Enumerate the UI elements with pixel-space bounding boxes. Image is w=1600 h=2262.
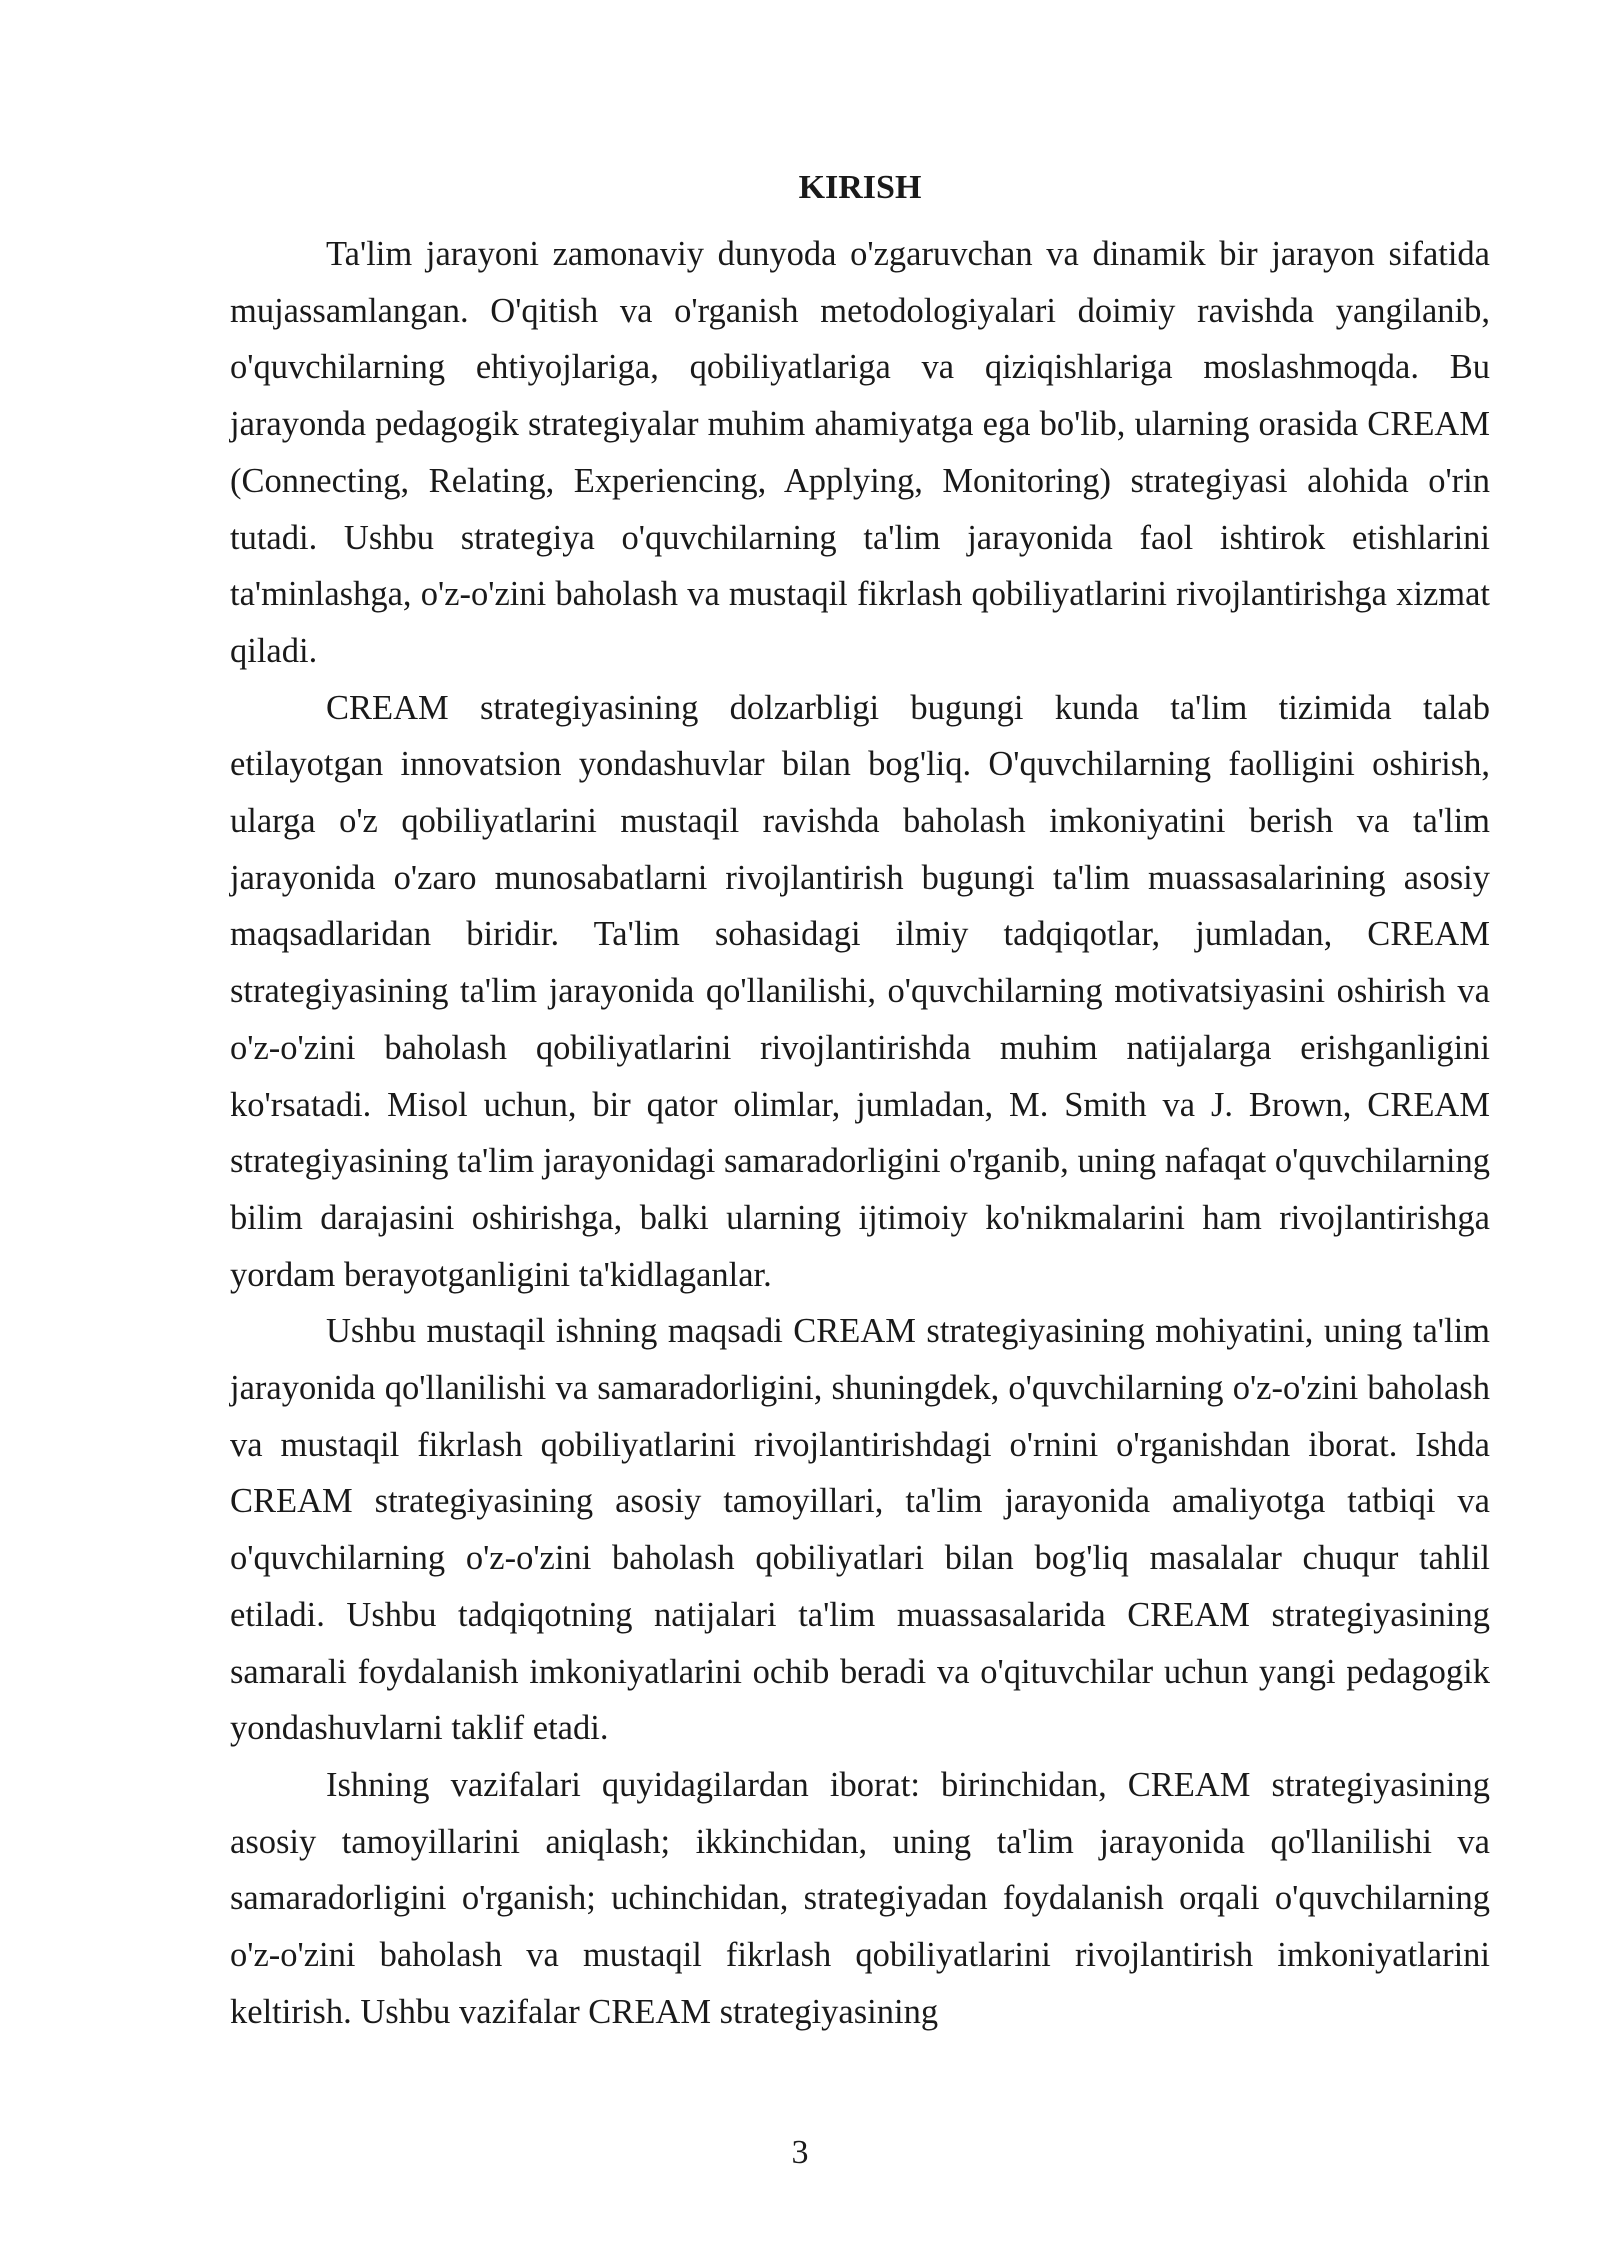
page-number: 3 xyxy=(791,2134,809,2171)
paragraph-intro: Ta'lim jarayoni zamonaviy dunyoda o'zgaruvchan va dinamik bir jarayon sifatida mujassamlangan. O'qitish va o'rganish metodologiyalari doimiy ravishda yangilanib, o'quvchilarning ehtiyojlariga, qobiliyatlariga va qiziqishlariga moslashmoqda. Bu jarayonda pedagogik strategiyalar muhim ahamiyatga ega bo'lib, ularning orasida CREAM (Connecting, Relating, Experiencing, Applying, Monitoring) strategiyasi alohida o'rin tutadi. Ushbu strategiya o'quvchilarning ta'lim jarayonida faol ishtirok etishlarini ta'minlashga, o'z-o'zini baholash va mustaqil fikrlash qobiliyatlarini rivojlantirishga xizmat qiladi. xyxy=(230,235,1490,670)
paragraph-tasks: Ishning vazifalari quyidagilardan iborat: birinchidan, CREAM strategiyasining asosiy tamoyillarini aniqlash; ikkinchidan, uning ta'lim jarayonida qo'llanilishi va samaradorligini o'rganish; uchinchidan, strategiyadan foydalanish orqali o'quvchilarning o'z-o'zini baholash va mustaqil fikrlash qobiliyatlarini rivojlantirish imkoniyatlarini keltirish. Ushbu vazifalar CREAM strategiyasining xyxy=(230,1765,1490,2031)
page-content xyxy=(230,160,1490,2041)
paragraph-goal: Ushbu mustaqil ishning maqsadi CREAM strategiyasining mohiyatini, uning ta'lim jarayonida qo'llanilishi va samaradorligini, shuningdek, o'quvchilarning o'z-o'zini baholash va mustaqil fikrlash qobiliyatlarini rivojlantirishdagi o'rnini o'rganishdan iborat. Ishda CREAM strategiyasining asosiy tamoyillari, ta'lim jarayonida amaliyotga tatbiqi va o'quvchilarning o'z-o'zini baholash qobiliyatlari bilan bog'liq masalalar chuqur tahlil etiladi. Ushbu tadqiqotning natijalari ta'lim muassasalarida CREAM strategiyasining samarali foydalanish imkoniyatlarini ochib beradi va o'qituvchilar uchun yangi pedagogik yondashuvlarni taklif etadi. xyxy=(230,1312,1490,1748)
section-title: KIRISH xyxy=(798,169,922,206)
paragraph-relevance: CREAM strategiyasining dolzarbligi bugungi kunda ta'lim tizimida talab etilayotgan innovatsion yondashuvlar bilan bog'liq. O'quvchilarning faolligini oshirish, ularga o'z qobiliyatlarini mustaqil ravishda baholash imkoniyatini berish va ta'lim jarayonida o'zaro munosabatlarni rivojlantirish bugungi ta'lim muassasalarining asosiy maqsadlaridan biridir. Ta'lim sohasidagi ilmiy tadqiqotlar, jumladan, CREAM strategiyasining ta'lim jarayonida qo'llanilishi, o'quvchilarning motivatsiyasini oshirish va o'z-o'zini baholash qobiliyatlarini rivojlantirishda muhim natijalarga erishganligini ko'rsatadi. Misol uchun, bir qator olimlar, jumladan, M. Smith va J. Brown, CREAM strategiyasining ta'lim jarayonidagi samaradorligini o'rganib, uning nafaqat o'quvchilarning bilim darajasini oshirishga, balki ularning ijtimoiy ko'nikmalarini ham rivojlantirishga yordam berayotganligini ta'kidlaganlar. xyxy=(230,688,1490,1294)
